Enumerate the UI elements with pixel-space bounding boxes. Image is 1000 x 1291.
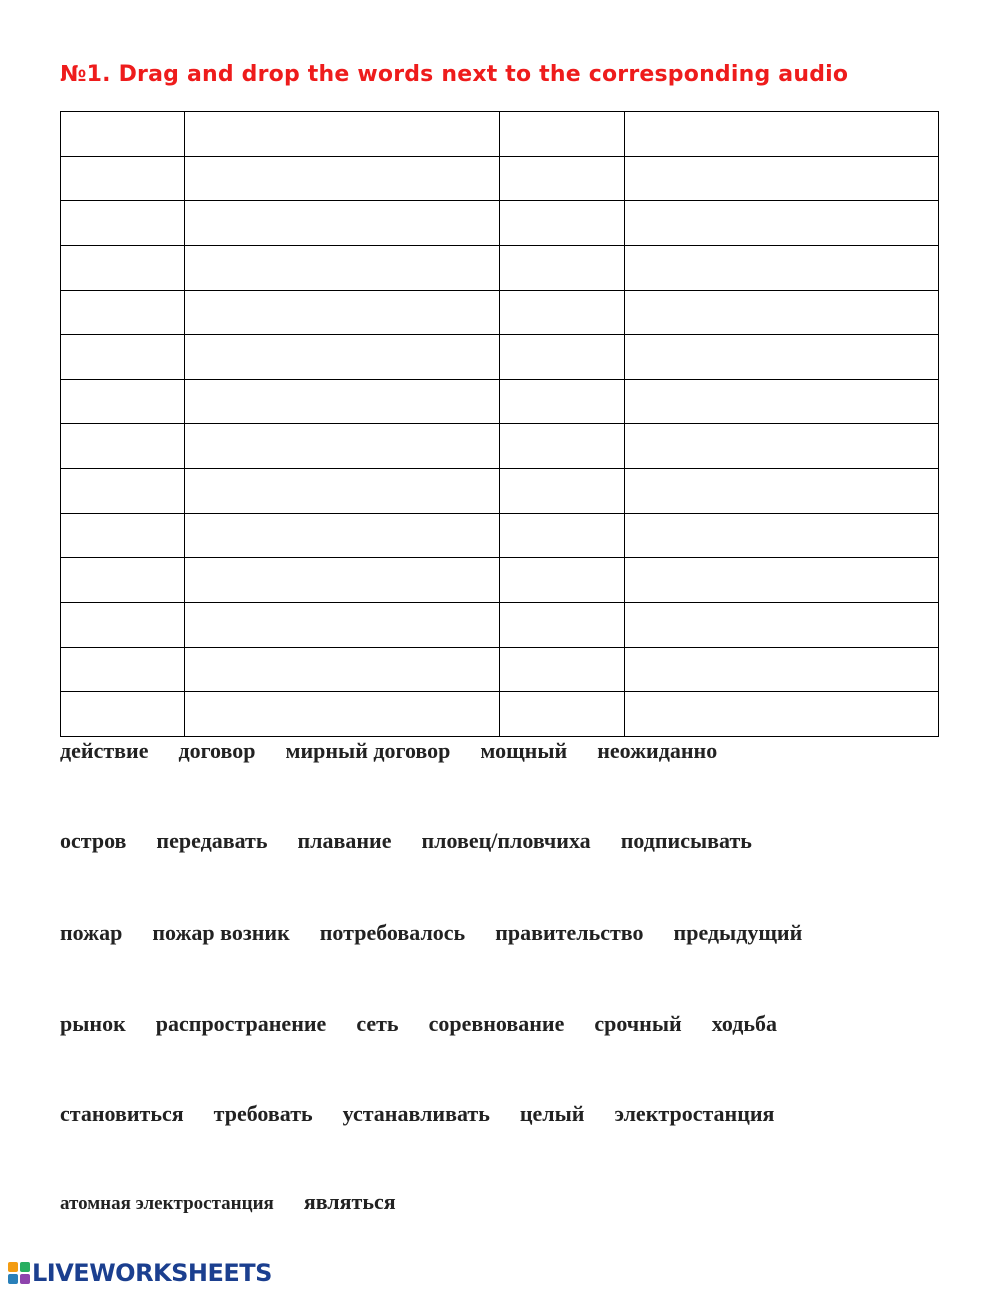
- audio-cell: [500, 558, 625, 603]
- audio-cell: [61, 112, 185, 157]
- grid-row: [61, 379, 939, 424]
- draggable-word[interactable]: неожиданно: [597, 738, 718, 763]
- draggable-word[interactable]: распространение: [155, 1011, 327, 1036]
- audio-cell: [500, 513, 625, 558]
- drop-target-cell[interactable]: [625, 379, 939, 424]
- draggable-word[interactable]: мирный договор: [285, 738, 451, 763]
- word-row: [60, 1189, 426, 1219]
- draggable-word[interactable]: устанавливать: [342, 1101, 490, 1126]
- drop-target-cell[interactable]: [625, 513, 939, 558]
- audio-cell: [61, 513, 185, 558]
- grid-row: [61, 201, 939, 246]
- drop-target-cell[interactable]: [625, 245, 939, 290]
- draggable-word[interactable]: срочный: [594, 1011, 682, 1036]
- grid-row: [61, 112, 939, 157]
- audio-cell: [61, 603, 185, 648]
- audio-cell: [500, 335, 625, 380]
- drop-target-cell[interactable]: [625, 647, 939, 692]
- audio-cell: [61, 469, 185, 514]
- drop-target-cell[interactable]: [185, 112, 500, 157]
- answer-grid: [60, 111, 939, 737]
- drop-target-cell[interactable]: [625, 290, 939, 335]
- draggable-word[interactable]: электростанция: [614, 1101, 775, 1126]
- draggable-word[interactable]: пожар возник: [152, 920, 290, 945]
- drop-target-cell[interactable]: [625, 558, 939, 603]
- grid-row: [61, 156, 939, 201]
- audio-cell: [61, 156, 185, 201]
- drop-target-cell[interactable]: [185, 603, 500, 648]
- draggable-word[interactable]: ходьба: [711, 1011, 778, 1036]
- grid-row: [61, 513, 939, 558]
- drop-target-cell[interactable]: [185, 692, 500, 737]
- grid-row: [61, 558, 939, 603]
- drop-target-cell[interactable]: [185, 379, 500, 424]
- drop-target-cell[interactable]: [185, 647, 500, 692]
- draggable-word[interactable]: сеть: [356, 1011, 399, 1036]
- grid-row: [61, 335, 939, 380]
- drop-target-cell[interactable]: [185, 424, 500, 469]
- draggable-word[interactable]: плавание: [297, 828, 392, 853]
- grid-row: [61, 603, 939, 648]
- drop-target-cell[interactable]: [185, 558, 500, 603]
- draggable-word[interactable]: становиться: [60, 1101, 184, 1126]
- audio-cell: [500, 112, 625, 157]
- audio-cell: [61, 201, 185, 246]
- audio-cell: [61, 290, 185, 335]
- grid-row: [61, 290, 939, 335]
- word-row: [60, 828, 782, 858]
- grid-row: [61, 245, 939, 290]
- drop-target-cell[interactable]: [185, 290, 500, 335]
- drop-target-cell[interactable]: [625, 424, 939, 469]
- grid-row: [61, 647, 939, 692]
- drop-target-cell[interactable]: [625, 603, 939, 648]
- drop-target-cell[interactable]: [625, 112, 939, 157]
- audio-cell: [61, 245, 185, 290]
- draggable-word[interactable]: передавать: [156, 828, 268, 853]
- draggable-word[interactable]: мощный: [480, 738, 568, 763]
- drop-target-cell[interactable]: [185, 245, 500, 290]
- draggable-word[interactable]: требовать: [213, 1101, 313, 1126]
- draggable-word[interactable]: подписывать: [620, 828, 752, 853]
- draggable-word[interactable]: действие: [60, 738, 149, 763]
- drop-target-cell[interactable]: [625, 335, 939, 380]
- draggable-word[interactable]: пожар: [60, 920, 123, 945]
- audio-cell: [61, 379, 185, 424]
- audio-cell: [500, 245, 625, 290]
- drop-target-cell[interactable]: [185, 201, 500, 246]
- drop-target-cell[interactable]: [185, 156, 500, 201]
- word-row: [60, 1101, 804, 1131]
- draggable-word[interactable]: договор: [178, 738, 256, 763]
- draggable-word[interactable]: остров: [60, 828, 127, 853]
- draggable-word[interactable]: соревнование: [428, 1011, 565, 1036]
- drop-target-cell[interactable]: [625, 692, 939, 737]
- audio-cell: [500, 603, 625, 648]
- audio-cell: [61, 335, 185, 380]
- draggable-word[interactable]: потребовалось: [319, 920, 466, 945]
- audio-cell: [500, 156, 625, 201]
- audio-cell: [61, 558, 185, 603]
- word-row: [60, 1011, 807, 1041]
- exercise-title: №1. Drag and drop the words next to the corresponding audio: [60, 62, 849, 87]
- drop-target-cell[interactable]: [625, 201, 939, 246]
- word-row: [60, 920, 832, 950]
- audio-cell: [500, 290, 625, 335]
- audio-cell: [500, 692, 625, 737]
- audio-cell: [61, 647, 185, 692]
- audio-cell: [500, 201, 625, 246]
- logo-text: LIVEWORKSHEETS: [32, 1259, 272, 1287]
- grid-row: [61, 424, 939, 469]
- audio-cell: [500, 379, 625, 424]
- draggable-word[interactable]: предыдущий: [673, 920, 803, 945]
- draggable-word[interactable]: рынок: [60, 1011, 126, 1036]
- drop-target-cell[interactable]: [185, 469, 500, 514]
- draggable-word[interactable]: правительство: [495, 920, 644, 945]
- audio-cell: [61, 692, 185, 737]
- grid-row: [61, 469, 939, 514]
- draggable-word[interactable]: целый: [519, 1101, 585, 1126]
- word-row: [60, 738, 747, 768]
- drop-target-cell[interactable]: [625, 469, 939, 514]
- draggable-word[interactable]: атомная электростанция: [60, 1193, 274, 1214]
- grid-row: [61, 692, 939, 737]
- audio-cell: [500, 647, 625, 692]
- audio-cell: [500, 424, 625, 469]
- liveworksheets-logo-icon: [8, 1262, 30, 1284]
- audio-cell: [500, 469, 625, 514]
- liveworksheets-logo: [8, 1259, 272, 1287]
- draggable-word[interactable]: являться: [303, 1189, 396, 1214]
- drop-target-cell[interactable]: [185, 335, 500, 380]
- draggable-word[interactable]: пловец/пловчиха: [421, 828, 591, 853]
- audio-cell: [61, 424, 185, 469]
- drop-target-cell[interactable]: [625, 156, 939, 201]
- drop-target-cell[interactable]: [185, 513, 500, 558]
